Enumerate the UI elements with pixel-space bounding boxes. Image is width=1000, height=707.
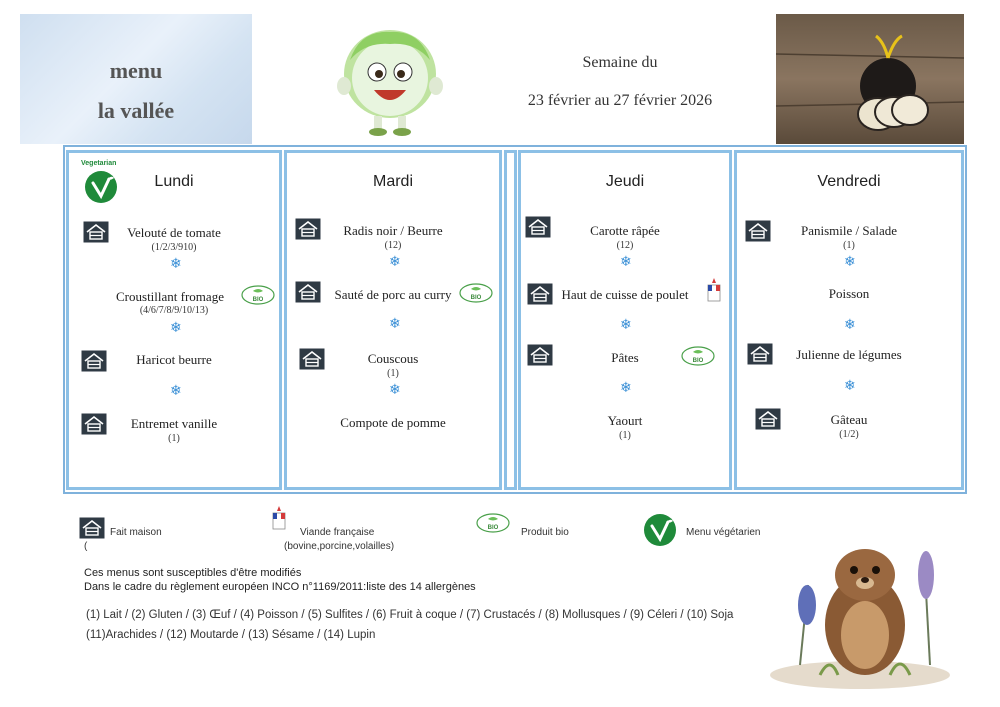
note-modifiable: Ces menus sont susceptibles d'être modifiés xyxy=(84,567,302,579)
french-meat-icon xyxy=(705,277,723,303)
snowflake-icon: ❄ xyxy=(844,316,856,332)
week-dates: 23 février au 27 février 2026 xyxy=(527,92,713,109)
bio-icon xyxy=(681,346,715,366)
dish-allergens: (12) xyxy=(616,240,634,251)
snowflake-icon: ❄ xyxy=(170,255,182,271)
dish-allergens: (1) xyxy=(168,433,180,444)
allergen-list xyxy=(86,605,733,645)
dish-allergens: (1) xyxy=(387,368,399,379)
day-name: Lundi xyxy=(154,173,194,190)
snowflake-icon: ❄ xyxy=(389,253,401,269)
grid-separator xyxy=(504,150,517,490)
note-inco: Dans le cadre du règlement européen INCO n°1169/2011:liste des 14 allergènes xyxy=(84,581,476,593)
dish-name: Yaourt xyxy=(607,413,643,428)
snowflake-icon: ❄ xyxy=(844,253,856,269)
dish-name: Couscous xyxy=(367,351,419,366)
dish-name: Gâteau xyxy=(830,412,868,427)
dish-allergens: (1/2/3/910) xyxy=(151,242,197,253)
dish-name: Sauté de porc au curry xyxy=(334,287,452,302)
black-radish-photo xyxy=(776,14,964,144)
dish-allergens: (4/6/7/8/9/10/13) xyxy=(139,305,209,316)
legend-menu-vegetarien: Menu végétarien xyxy=(686,527,761,538)
legend-homemade-icon xyxy=(79,517,105,539)
day-name: Mardi xyxy=(372,173,413,190)
legend-vegetarian-icon xyxy=(640,508,680,548)
snowflake-icon: ❄ xyxy=(389,381,401,397)
dish-allergens: (1/2) xyxy=(839,429,859,440)
allergen-line-1: (1) Lait / (2) Gluten / (3) Œuf / (4) Poisson / (5) Sulfites / (6) Fruit à coque / (7) Crustacés / (8) Mollusques / (9) Céleri / (10) Soja xyxy=(86,609,734,621)
day-column-lundi xyxy=(66,150,282,490)
snowflake-icon: ❄ xyxy=(170,319,182,335)
dish-name: Carotte râpée xyxy=(590,223,660,238)
bio-icon xyxy=(459,283,493,303)
dish-name: Haut de cuisse de poulet xyxy=(561,287,689,302)
legend-french-meat-icon xyxy=(270,505,288,531)
logo-line-la-vallee: la vallée xyxy=(97,98,175,123)
logo-line-menu: menu xyxy=(109,58,163,83)
legend-bio-icon xyxy=(476,513,510,533)
dish-name: Julienne de légumes xyxy=(796,347,902,362)
day-name: Jeudi xyxy=(605,173,645,190)
cabbage-mascot-icon xyxy=(330,20,450,138)
legend-fait-maison-extra: ( xyxy=(84,541,88,552)
legend-produit-bio: Produit bio xyxy=(521,527,569,538)
day-column-mardi xyxy=(284,150,502,490)
dish-name: Compote de pomme xyxy=(340,415,446,430)
dish-name: Poisson xyxy=(828,286,870,301)
day-column-jeudi xyxy=(518,150,732,490)
dish-allergens: (1) xyxy=(843,240,855,251)
day-column-vendredi xyxy=(734,150,964,490)
dish-allergens: (12) xyxy=(384,240,402,251)
dish-name: Croustillant fromage xyxy=(116,289,224,304)
legend-viande-detail: (bovine,porcine,volailles) xyxy=(284,541,395,552)
dish-name: Radis noir / Beurre xyxy=(343,223,443,238)
dish-name: Haricot beurre xyxy=(136,352,212,367)
day-name: Vendredi xyxy=(817,173,881,190)
dish-allergens: (1) xyxy=(619,430,631,441)
snowflake-icon: ❄ xyxy=(620,316,632,332)
menu-logo xyxy=(20,14,252,144)
dish-name: Velouté de tomate xyxy=(127,225,221,240)
vegetarian-badge-label: Vegetarian xyxy=(81,160,117,167)
dish-name: Panismile / Salade xyxy=(800,223,898,238)
snowflake-icon: ❄ xyxy=(844,377,856,393)
notes-block xyxy=(84,566,476,594)
snowflake-icon: ❄ xyxy=(389,315,401,331)
week-label: Semaine du xyxy=(582,54,658,71)
legend-viande-francaise: Viande française xyxy=(300,527,375,538)
marmot-illustration xyxy=(760,515,960,695)
snowflake-icon: ❄ xyxy=(170,382,182,398)
dish-name: Pâtes xyxy=(611,350,639,365)
snowflake-icon: ❄ xyxy=(620,379,632,395)
allergen-line-2: (11)Arachides / (12) Moutarde / (13) Sésame / (14) Lupin xyxy=(86,629,376,641)
snowflake-icon: ❄ xyxy=(620,253,632,269)
dish-name: Entremet vanille xyxy=(130,416,218,431)
legend-fait-maison: Fait maison xyxy=(110,527,162,538)
bio-icon xyxy=(241,285,275,305)
